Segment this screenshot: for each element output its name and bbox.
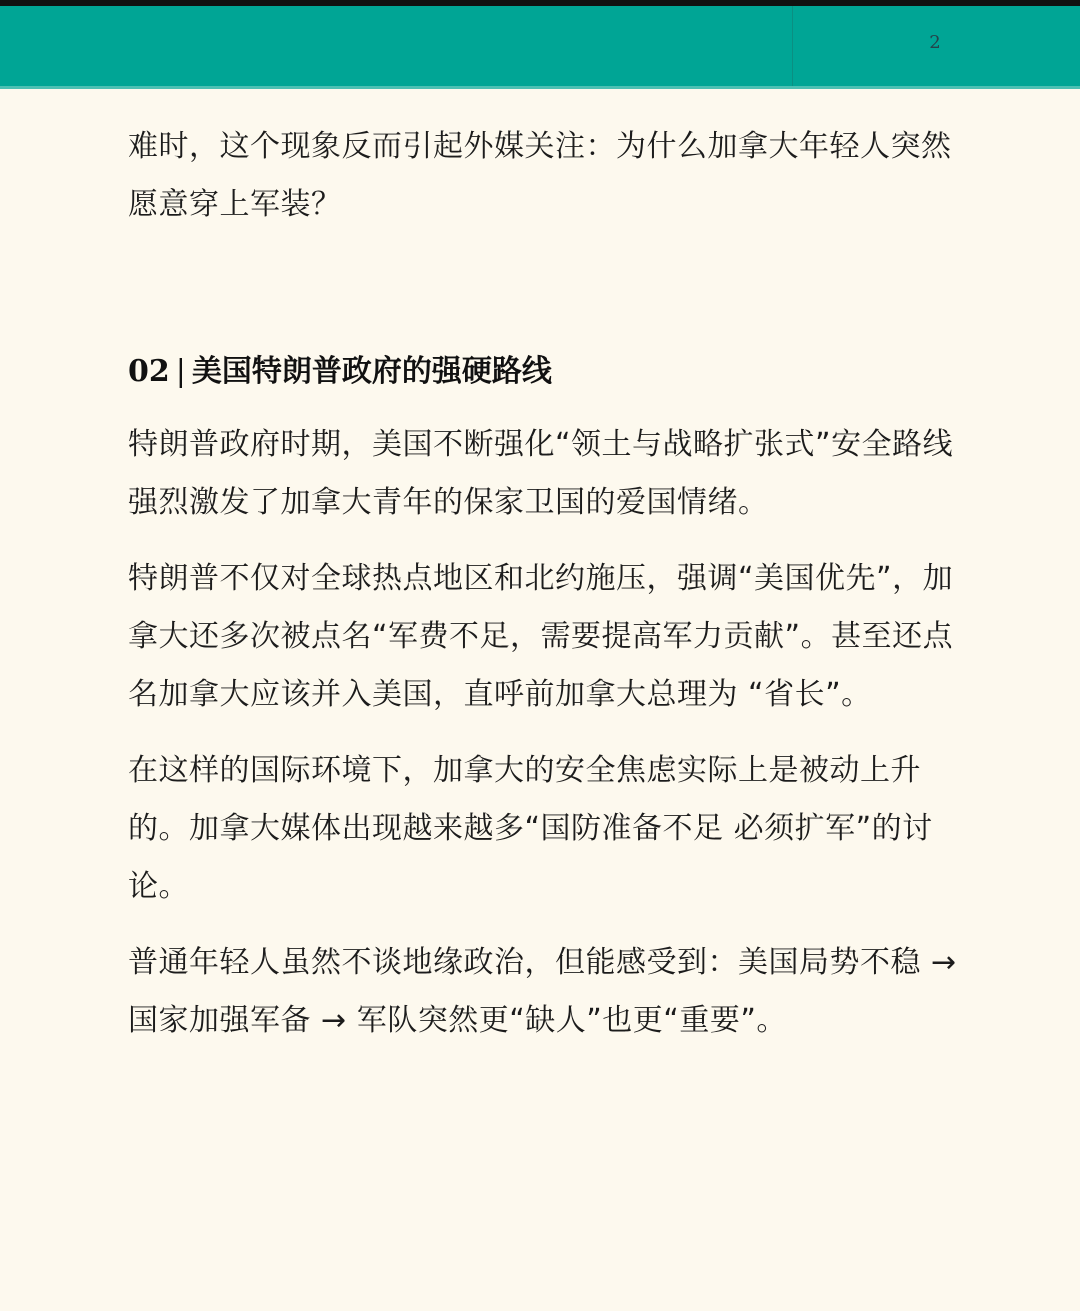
header-divider	[792, 6, 793, 86]
paragraph-3: 在这样的国际环境下，加拿大的安全焦虑实际上是被动上升的。加拿大媒体出现越来越多“国防准备不足 必须扩军”的讨论。	[128, 753, 933, 904]
paragraph-4: 普通年轻人虽然不谈地缘政治，但能感受到：美国局势不稳 → 国家加强军备 → 军队突然更“缺人”也更“重要”。	[128, 945, 957, 1038]
paragraph-1: 特朗普政府时期，美国不断强化“领土与战略扩张式”安全路线强烈激发了加拿大青年的保家卫国的爱国情绪。	[128, 427, 954, 520]
header-band	[0, 6, 1080, 89]
article-body	[128, 118, 958, 1050]
section-number: 02	[128, 354, 170, 389]
section-separator: |	[175, 354, 186, 389]
intro-paragraph: 难时，这个现象反而引起外媒关注：为什么加拿大年轻人突然愿意穿上军装？	[128, 129, 952, 222]
page-number: 2	[929, 32, 941, 53]
section-heading	[128, 352, 958, 392]
paragraph-2: 特朗普不仅对全球热点地区和北约施压，强调“美国优先”，加拿大还多次被点名“军费不足，需要提高军力贡献”。甚至还点名加拿大应该并入美国，直呼前加拿大总理为 “省长”。	[128, 561, 954, 712]
section-title: 美国特朗普政府的强硬路线	[191, 354, 552, 389]
